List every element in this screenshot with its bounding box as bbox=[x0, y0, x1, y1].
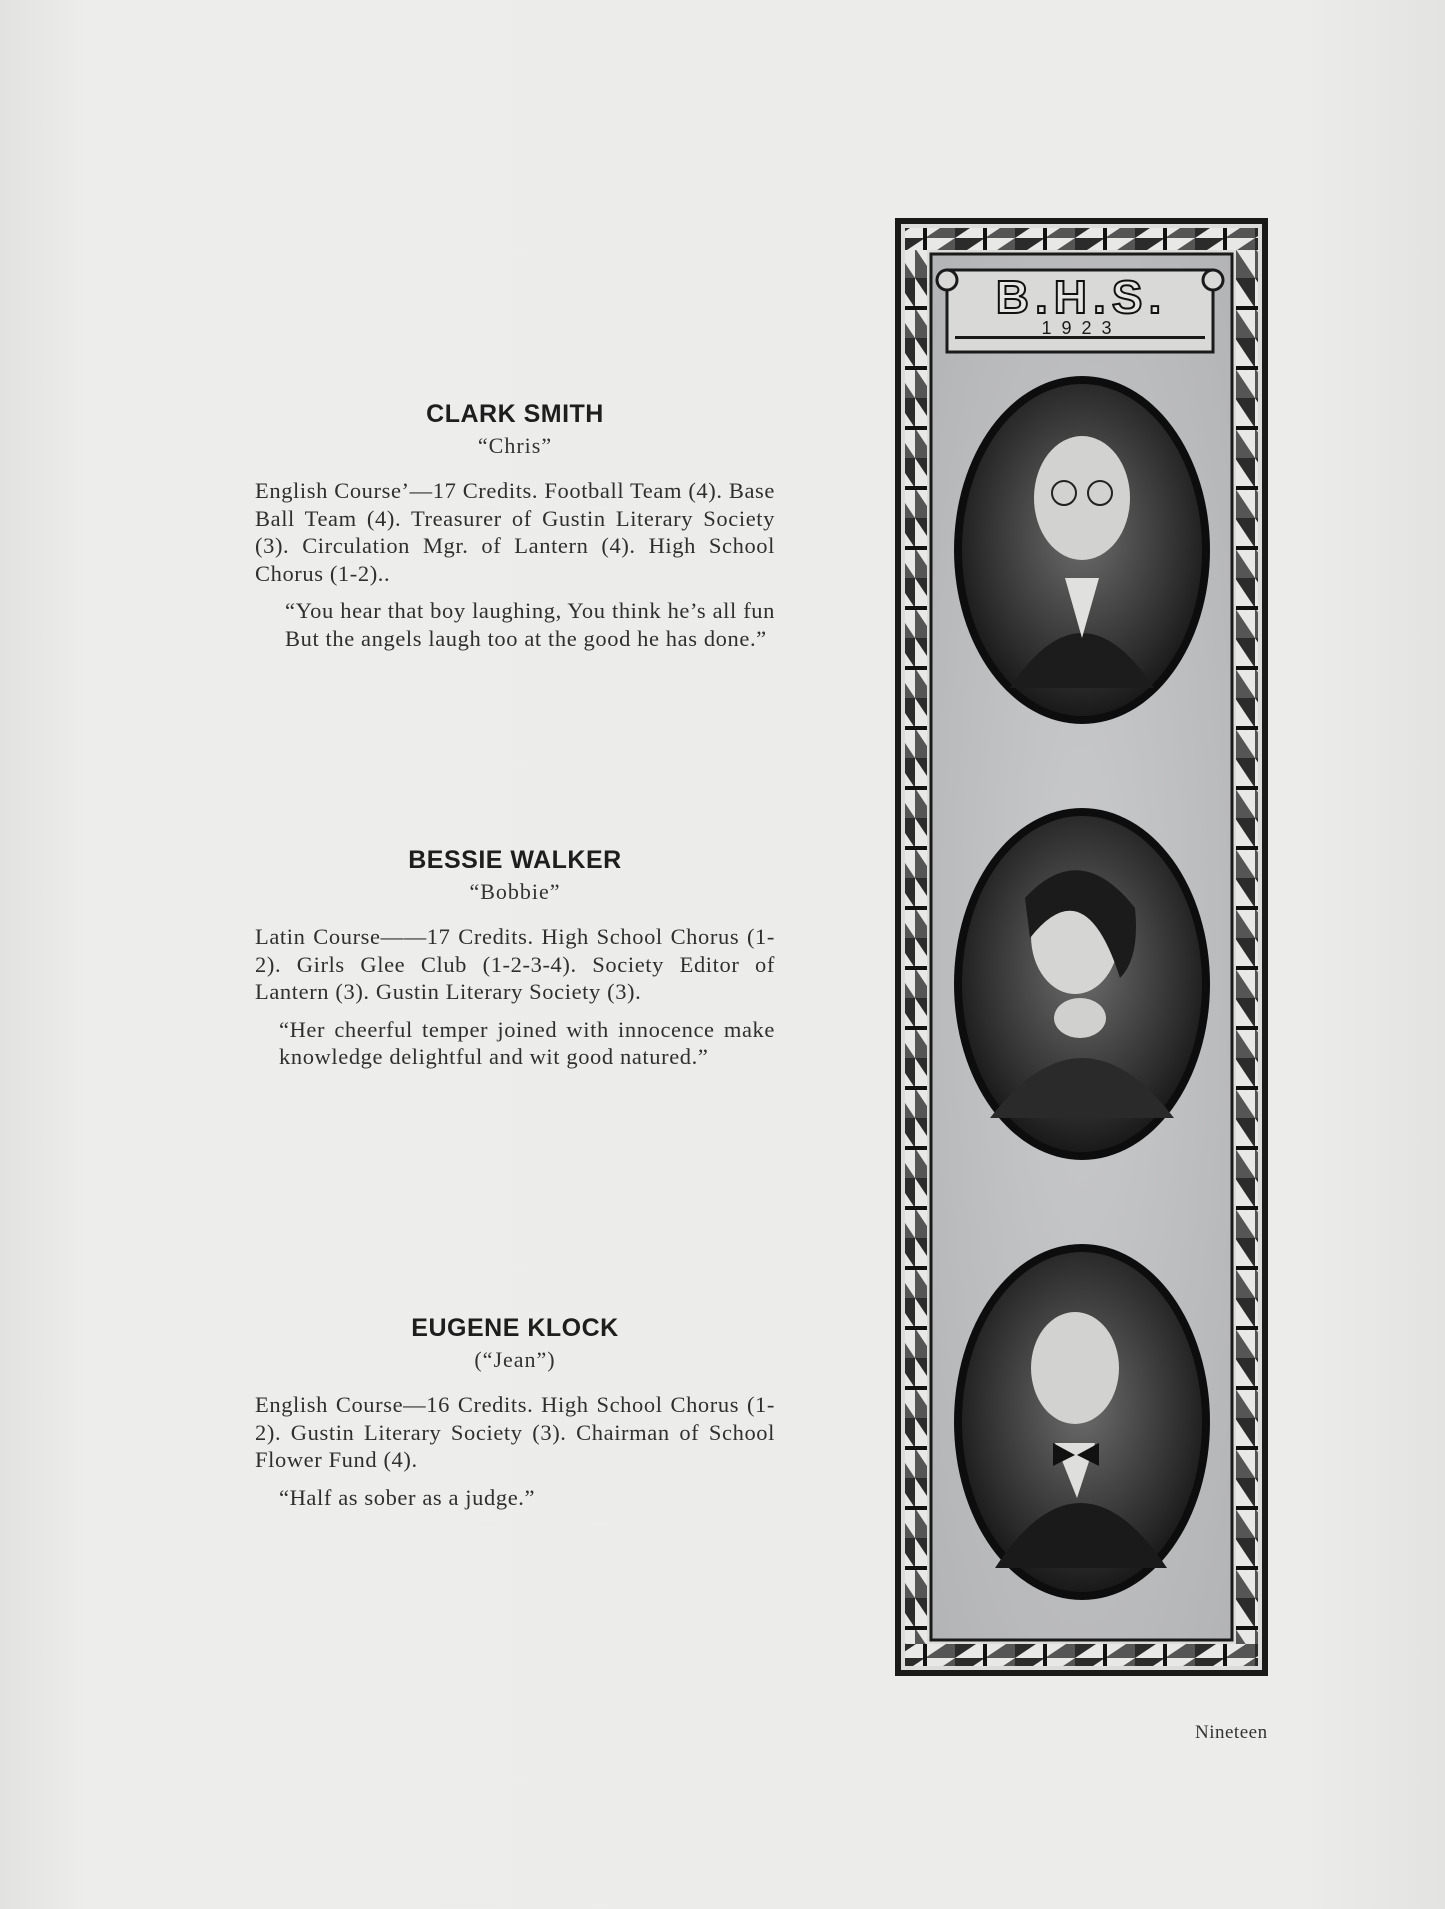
portrait-eugene-klock bbox=[954, 1244, 1210, 1600]
border-left bbox=[905, 228, 927, 1666]
portrait-bessie-walker bbox=[954, 808, 1210, 1160]
border-right bbox=[1236, 228, 1258, 1666]
student-record: Latin Course——17 Credits. High School Chorus (1-2). Girls Glee Club (1-2-3-4). Society Editor of Lantern (3). Gustin Literary Society (3). bbox=[255, 924, 775, 1004]
entry-eugene-klock bbox=[255, 1314, 775, 1511]
entry-bessie-walker bbox=[255, 846, 775, 1071]
student-name: EUGENE KLOCK bbox=[411, 1314, 619, 1342]
student-record: English Course’—17 Credits. Football Team (4). Base Ball Team (4). Treasurer of Gustin Literary Society (3). Circulation Mgr. of Lantern (4). High School Chorus (1-2).. bbox=[255, 478, 775, 586]
student-nickname: (“Jean”) bbox=[474, 1347, 556, 1372]
student-record: English Course—16 Credits. High School Chorus (1-2). Gustin Literary Society (3). Chairman of School Flower Fund (4). bbox=[255, 1392, 775, 1472]
student-nickname: “Bobbie” bbox=[469, 879, 561, 904]
student-nickname: “Chris” bbox=[477, 433, 553, 458]
banner-year: 1923 bbox=[1041, 318, 1122, 338]
portrait-clark-smith bbox=[954, 376, 1210, 724]
border-top bbox=[905, 228, 1258, 250]
banner-title: B.H.S. bbox=[995, 271, 1168, 323]
student-quote: “You hear that boy laughing, You think he’s all fun But the angels laugh too at the good he has done.” bbox=[285, 598, 775, 651]
student-quote: “Half as sober as a judge.” bbox=[279, 1484, 536, 1510]
portrait-panel bbox=[895, 218, 1268, 1676]
student-quote: “Her cheerful temper joined with innocence make knowledge delightful and wit good natured.” bbox=[279, 1016, 775, 1069]
student-name: CLARK SMITH bbox=[426, 400, 604, 428]
page-number: Nineteen bbox=[1195, 1722, 1268, 1743]
border-bottom bbox=[905, 1644, 1258, 1666]
student-name: BESSIE WALKER bbox=[408, 846, 622, 874]
entry-clark-smith bbox=[255, 400, 775, 652]
